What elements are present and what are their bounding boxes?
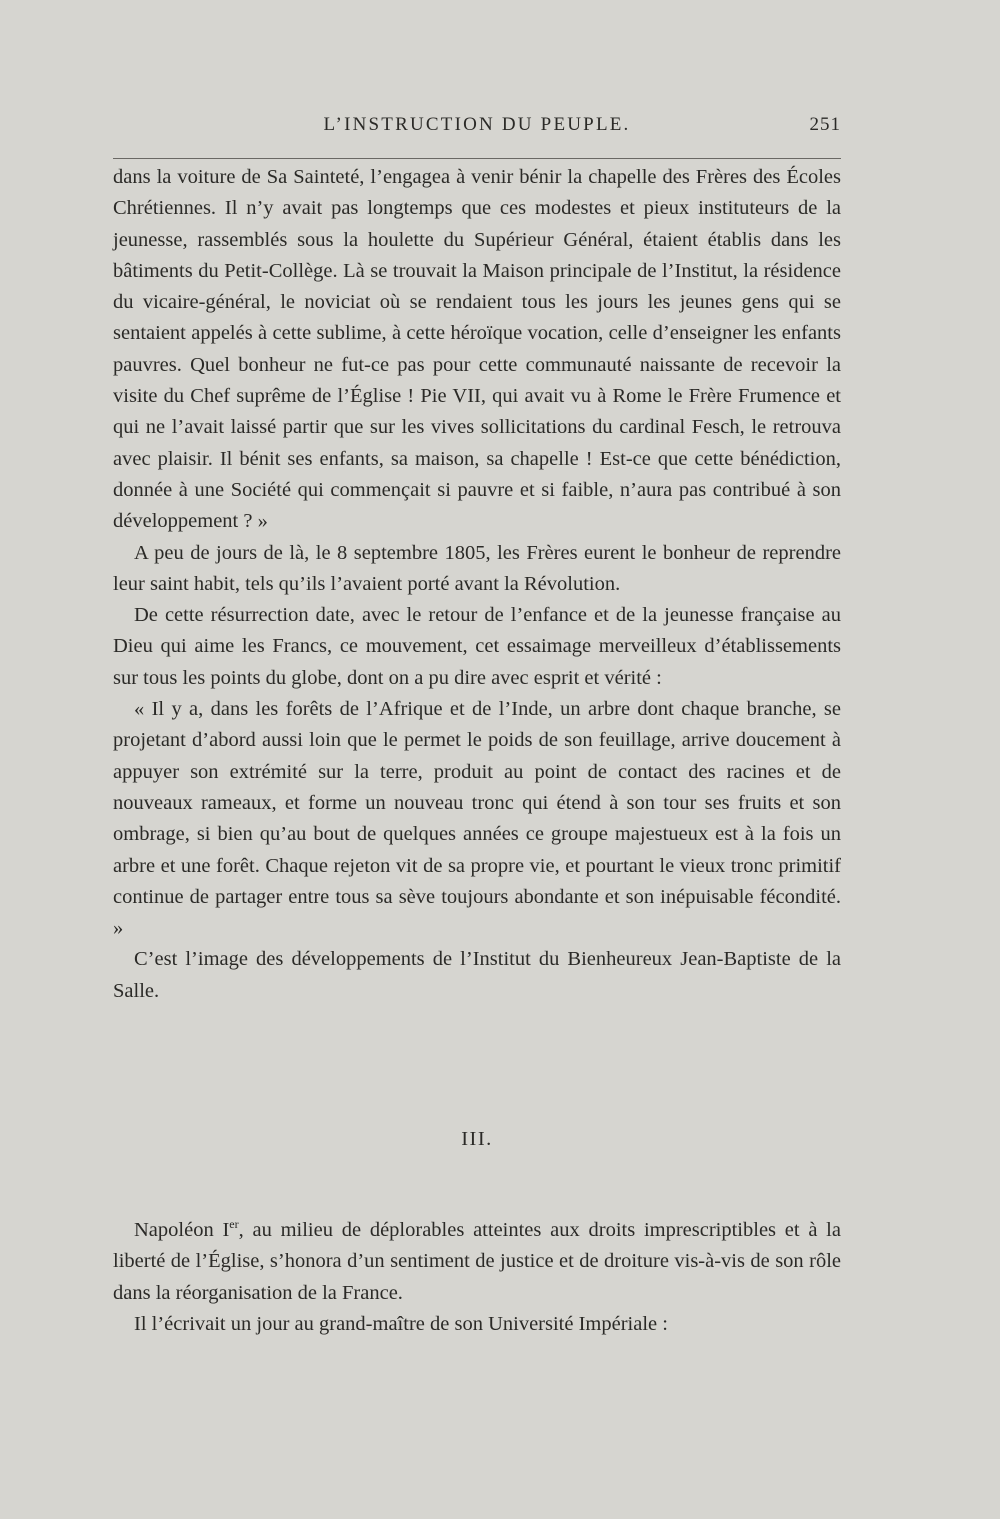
paragraph: [113, 1215, 841, 1309]
paragraph-text: , au milieu de déplorables atteintes aux droits imprescriptibles et à la liberté de l’Église, s’honora d’un sentiment de justice et de droiture vis-à-vis de son rôle dans la réorganisation de la France.: [113, 1219, 841, 1304]
paragraph: De cette résurrection date, avec le retour de l’enfance et de la jeunesse française au Dieu qui aime les Francs, ce mouvement, cet essaimage merveilleux d’établissements sur tous les points du globe, dont on a pu dire avec esprit et vérité :: [113, 604, 841, 689]
paragraph: Il l’écrivait un jour au grand-maître de son Université Impériale :: [134, 1312, 668, 1335]
running-head: [113, 114, 841, 140]
superscript: er: [229, 1217, 239, 1232]
running-title: L’INSTRUCTION DU PEUPLE.: [323, 114, 631, 135]
quotation-paragraph: « Il y a, dans les forêts de l’Afrique et de l’Inde, un arbre dont chaque branche, se projetant d’abord aussi loin que le permet le poids de son feuillage, arrive doucement à appuyer son extrémité sur la terre, produit au point de contact des racines et de nouveaux rameaux, et forme un nouveau tronc qui étend à son tour ses fruits et son ombrage, si bien qu’au bout de quelques années ce groupe majestueux est à la fois un arbre et une forêt. Chaque rejeton vit de sa propre vie, et pourtant le vieux tronc primitif continue de partager entre tous sa sève toujours abondante et son inépuisable fécondité. »: [113, 698, 841, 940]
paragraph: C’est l’image des développements de l’Institut du Bienheureux Jean-Baptiste de la Salle.: [113, 948, 841, 1002]
section-heading: III.: [461, 1128, 493, 1150]
page-number: 251: [809, 114, 841, 135]
header-rule: [113, 158, 841, 159]
paragraph: dans la voiture de Sa Sainteté, l’engagea à venir bénir la chapelle des Frères des Écoles Chrétiennes. Il n’y avait pas longtemps que ces modestes et pieux instituteurs de la jeunesse, rassemblés sous la houlette du Supérieur Général, étaient établis dans les bâtiments du Petit-Collège. Là se trouvait la Maison principale de l’Institut, la résidence du vicaire-général, le noviciat où se rendaient tous les jours les jeunes gens qui se sentaient appelés à cette sublime, à cette héroïque vocation, celle d’enseigner les enfants pauvres. Quel bonheur ne fut-ce pas pour cette communauté naissante de recevoir la visite du Chef suprême de l’Église ! Pie VII, qui avait vu à Rome le Frère Frumence et qui ne l’avait laissé partir que sur les vives sollicitations du cardinal Fesch, le retrouva avec plaisir. Il bénit ses enfants, sa maison, sa chapelle ! Est-ce que cette bénédiction, donnée à une Société qui commençait si pauvre et si faible, n’aura pas contribué à son développement ? »: [113, 166, 841, 533]
body-text-upper: [113, 162, 841, 1007]
body-text-lower: [113, 1215, 841, 1340]
paragraph: A peu de jours de là, le 8 septembre 1805, les Frères eurent le bonheur de reprendre leur saint habit, tels qu’ils l’avaient porté avant la Révolution.: [113, 541, 841, 595]
paragraph-text: Napoléon I: [134, 1219, 230, 1241]
